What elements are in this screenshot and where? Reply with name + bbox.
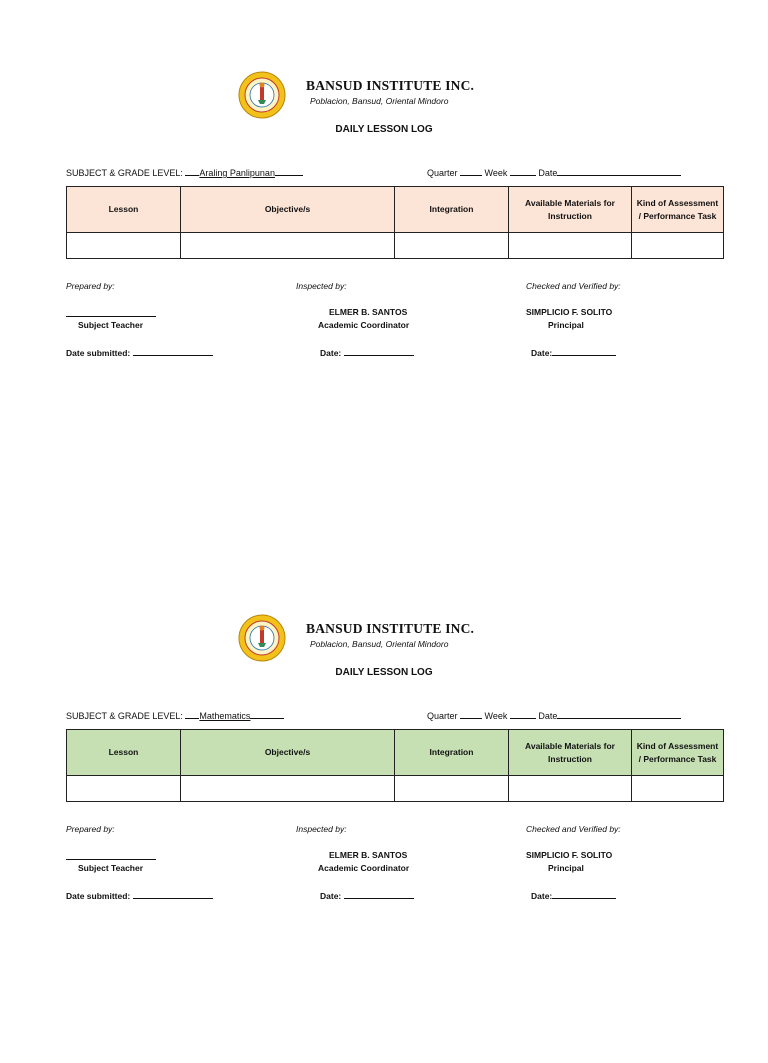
principal-role: Principal (548, 320, 584, 330)
lesson-cell[interactable] (67, 233, 181, 259)
school-address: Poblacion, Bansud, Oriental Mindoro (310, 96, 449, 106)
column-header-lesson: Lesson (67, 730, 181, 776)
subject-label: SUBJECT & GRADE LEVEL: (66, 168, 183, 178)
coordinator-name: ELMER B. SANTOS (329, 850, 408, 860)
week-blank[interactable] (510, 709, 536, 719)
school-seal-logo (238, 71, 286, 119)
quarter-label: Quarter (427, 711, 458, 721)
teacher-signature-line[interactable] (66, 859, 156, 860)
assessment-cell[interactable] (632, 776, 724, 802)
column-header-integration: Integration (395, 187, 509, 233)
principal-date-label: Date: (531, 348, 553, 358)
quarter-blank[interactable] (460, 709, 482, 719)
objectives-cell[interactable] (181, 233, 395, 259)
school-seal-logo (238, 614, 286, 662)
column-header-materials: Available Materials for Instruction (509, 730, 632, 776)
principal-date-field (531, 889, 616, 901)
week-blank[interactable] (510, 166, 536, 176)
date-submitted-label: Date submitted: (66, 891, 131, 901)
materials-cell[interactable] (509, 233, 632, 259)
principal-date-blank[interactable] (552, 346, 616, 356)
principal-date-label: Date: (531, 891, 553, 901)
coordinator-date-label: Date: (320, 348, 342, 358)
school-name: BANSUD INSTITUTE INC. (306, 78, 475, 93)
principal-name: SIMPLICIO F. SOLITO (526, 307, 613, 317)
lesson-log-section-1 (0, 0, 768, 520)
date-blank[interactable] (557, 166, 681, 176)
principal-role: Principal (548, 863, 584, 873)
lesson-log-section-2 (0, 543, 768, 1063)
subject-value: Araling Panlipunan (199, 168, 275, 178)
date-submitted-field (66, 889, 213, 901)
checked-verified-label: Checked and Verified by: (526, 281, 621, 291)
week-label: Week (484, 711, 508, 721)
column-header-lesson: Lesson (67, 187, 181, 233)
document-title: DAILY LESSON LOG (335, 667, 433, 678)
principal-name: SIMPLICIO F. SOLITO (526, 850, 613, 860)
date-submitted-label: Date submitted: (66, 348, 131, 358)
subject-value: Mathematics (199, 711, 251, 721)
inspected-by-label: Inspected by: (296, 281, 347, 291)
column-header-materials: Available Materials for Instruction (509, 187, 632, 233)
integration-cell[interactable] (395, 233, 509, 259)
date-label: Date (538, 711, 558, 721)
objectives-cell[interactable] (181, 776, 395, 802)
date-label: Date (538, 168, 558, 178)
coordinator-role: Academic Coordinator (318, 863, 410, 873)
column-header-objectives: Objective/s (181, 187, 395, 233)
assessment-cell[interactable] (632, 233, 724, 259)
teacher-signature-line[interactable] (66, 316, 156, 317)
school-address: Poblacion, Bansud, Oriental Mindoro (310, 639, 449, 649)
lesson-log-table (66, 729, 724, 802)
integration-cell[interactable] (395, 776, 509, 802)
table-row (67, 776, 724, 802)
coordinator-date-label: Date: (320, 891, 342, 901)
checked-verified-label: Checked and Verified by: (526, 824, 621, 834)
coordinator-name: ELMER B. SANTOS (329, 307, 408, 317)
prepared-by-label: Prepared by: (66, 281, 115, 291)
column-header-assessment: Kind of Assessment / Performance Task (632, 730, 724, 776)
lesson-log-table (66, 186, 724, 259)
date-submitted-blank[interactable] (133, 889, 213, 899)
coordinator-date-blank[interactable] (344, 346, 414, 356)
quarter-week-date-line (427, 166, 681, 178)
table-row (67, 233, 724, 259)
column-header-objectives: Objective/s (181, 730, 395, 776)
materials-cell[interactable] (509, 776, 632, 802)
school-name: BANSUD INSTITUTE INC. (306, 621, 475, 636)
coordinator-date-field (320, 889, 414, 901)
subject-grade-line (66, 709, 284, 721)
subject-grade-line (66, 166, 303, 178)
table-header-row (67, 187, 724, 233)
principal-date-blank[interactable] (552, 889, 616, 899)
prepared-by-label: Prepared by: (66, 824, 115, 834)
coordinator-role: Academic Coordinator (318, 320, 410, 330)
quarter-blank[interactable] (460, 166, 482, 176)
quarter-label: Quarter (427, 168, 458, 178)
teacher-role: Subject Teacher (78, 320, 144, 330)
subject-label: SUBJECT & GRADE LEVEL: (66, 711, 183, 721)
date-blank[interactable] (557, 709, 681, 719)
date-submitted-field (66, 346, 213, 358)
teacher-role: Subject Teacher (78, 863, 144, 873)
lesson-cell[interactable] (67, 776, 181, 802)
column-header-integration: Integration (395, 730, 509, 776)
inspected-by-label: Inspected by: (296, 824, 347, 834)
column-header-assessment: Kind of Assessment / Performance Task (632, 187, 724, 233)
date-submitted-blank[interactable] (133, 346, 213, 356)
coordinator-date-blank[interactable] (344, 889, 414, 899)
principal-date-field (531, 346, 616, 358)
table-header-row (67, 730, 724, 776)
document-title: DAILY LESSON LOG (335, 124, 433, 135)
quarter-week-date-line (427, 709, 681, 721)
coordinator-date-field (320, 346, 414, 358)
week-label: Week (484, 168, 508, 178)
